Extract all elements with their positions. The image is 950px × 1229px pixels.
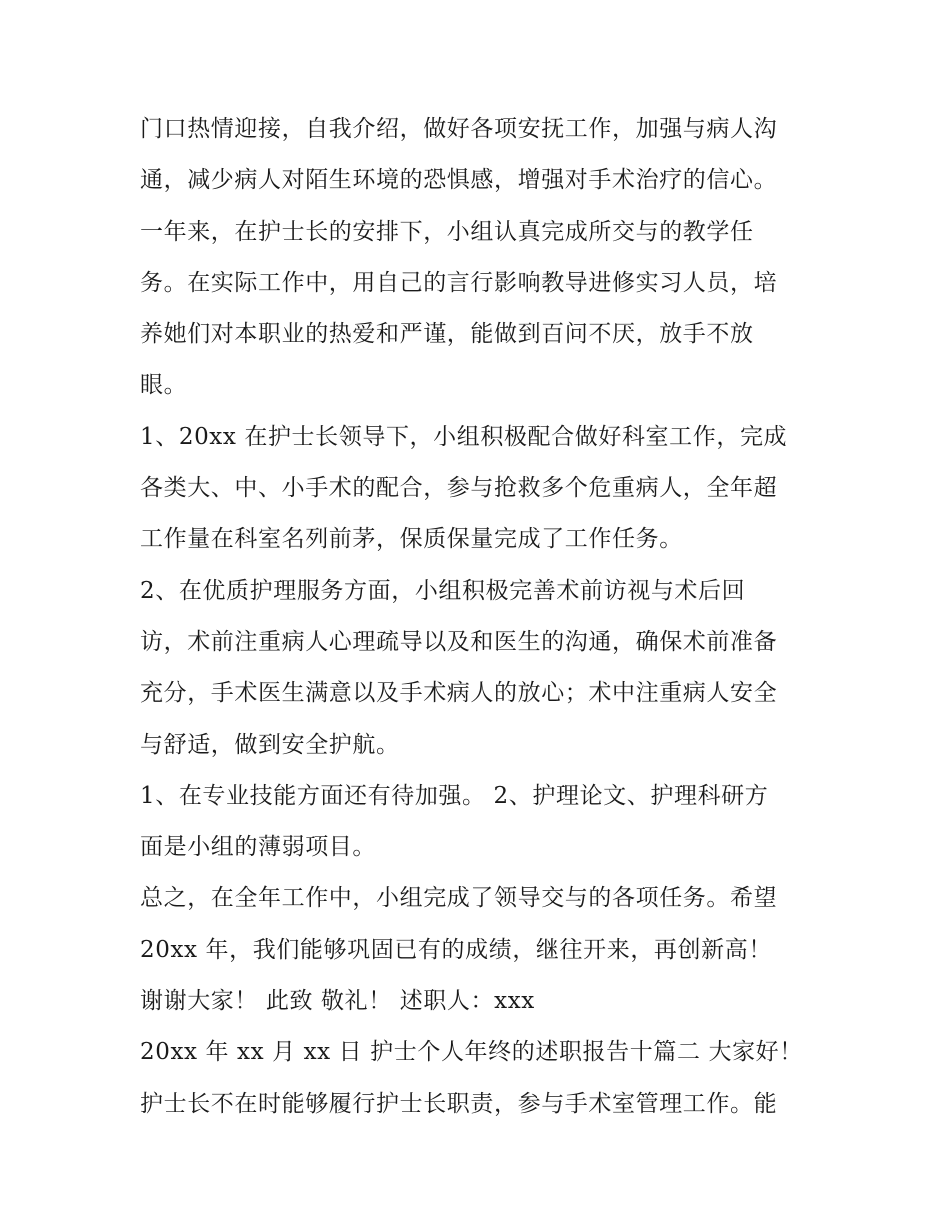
text-line-13: 与舒适，做到安全护航。 [140, 731, 400, 758]
text-line-6: 眼。 [140, 372, 188, 399]
document-body [140, 104, 830, 1130]
text-line-20: 护士长不在时能够履行护士长职责，参与手术室管理工作。能 [140, 1090, 778, 1117]
text-line-14: 1、在专业技能方面还有待加强。 2、护理论文、护理科研方 [140, 782, 769, 809]
text-line-1: 门口热情迎接，自我介绍，做好各项安抚工作，加强与病人沟 [140, 116, 778, 142]
text-line-12: 充分，手术医生满意以及手术病人的放心；术中注重病人安全 [140, 680, 778, 707]
text-line-5: 养她们对本职业的热爱和严谨，能做到百问不厌，放手不放 [140, 321, 754, 348]
text-line-2: 通，减少病人对陌生环境的恐惧感，增强对手术治疗的信心。 [140, 167, 778, 194]
text-line-9: 工作量在科室名列前茅，保质保量完成了工作任务。 [140, 526, 683, 553]
text-line-19: 20xx 年 xx 月 xx 日 护士个人年终的述职报告十篇二 大家好！ [140, 1039, 803, 1066]
text-line-4: 务。在实际工作中，用自己的言行影响教导进修实习人员，培 [140, 269, 778, 296]
text-line-3: 一年来，在护士长的安排下，小组认真完成所交与的教学任 [140, 218, 754, 245]
text-line-8: 各类大、中、小手术的配合，参与抢救多个危重病人，全年超 [140, 475, 778, 502]
text-line-11: 访，术前注重病人心理疏导以及和医生的沟通，确保术前准备 [140, 628, 778, 655]
text-line-15: 面是小组的薄弱项目。 [140, 834, 376, 861]
text-line-7: 1、20xx 在护士长领导下，小组积极配合做好科室工作，完成 [140, 423, 788, 450]
text-line-17: 20xx 年，我们能够巩固已有的成绩，继往开来，再创新高！ [140, 936, 772, 963]
text-line-18: 谢谢大家！ 此致 敬礼！ 述职人：xxx [140, 988, 535, 1015]
text-line-16: 总之，在全年工作中，小组完成了领导交与的各项任务。希望 [140, 885, 778, 912]
text-line-10: 2、在优质护理服务方面，小组积极完善术前访视与术后回 [140, 577, 746, 604]
